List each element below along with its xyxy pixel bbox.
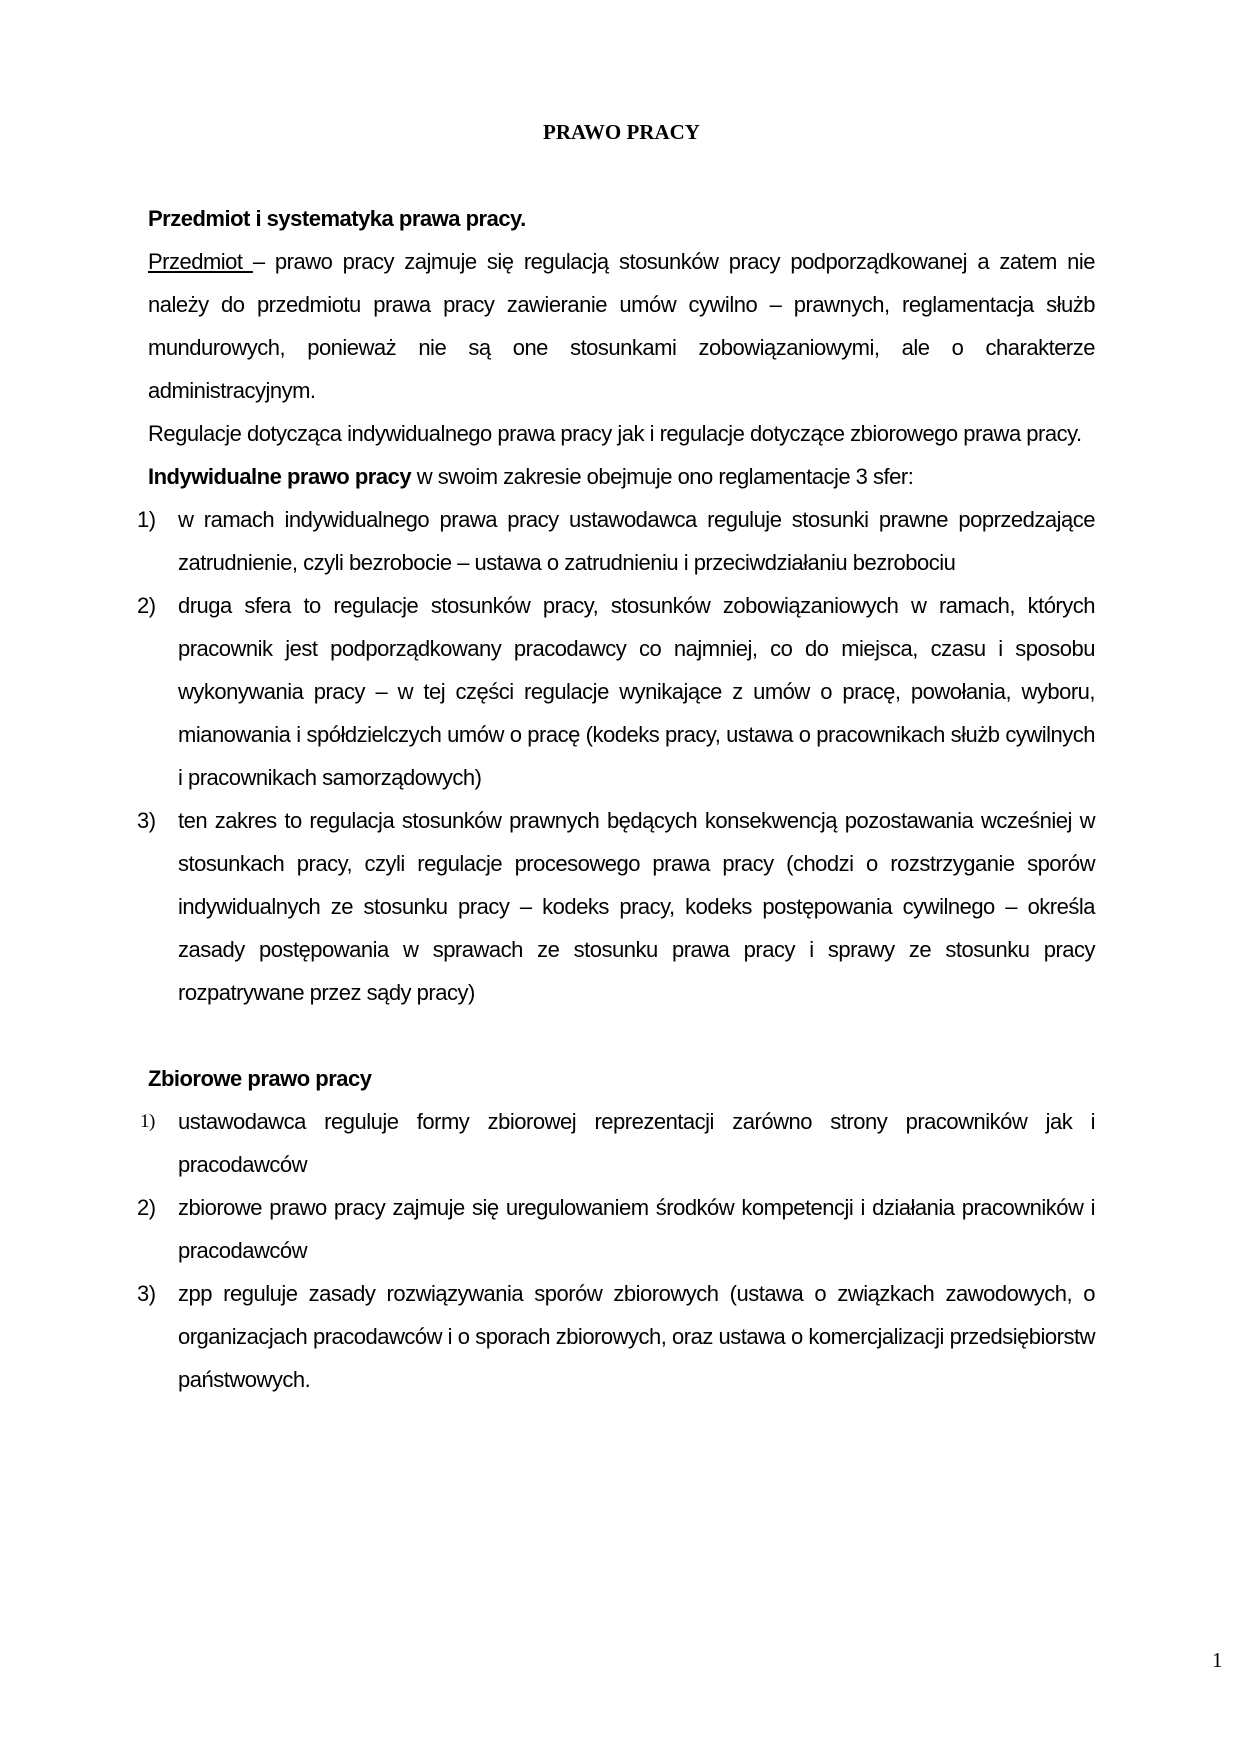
document-title: PRAWO PRACY [543, 120, 700, 144]
list-text: w ramach indywidualnego prawa pracy ustawodawca reguluje stosunki prawne poprzedzające zatrudnienie, czyli bezrobocie – ustawa o zatrudnieniu i przeciwdziałaniu bezrobociu [178, 507, 1095, 575]
page-number: 1 [1212, 1648, 1223, 1672]
list-item [140, 1100, 1095, 1186]
document-page [137, 111, 1095, 1401]
paragraph-indywidualne [148, 455, 1095, 498]
paragraph-text: w swoim zakresie obejmuje ono reglamentacje 3 sfer: [411, 464, 914, 489]
list-item [137, 584, 1095, 799]
list-number: 3) [137, 1281, 156, 1306]
term-przedmiot: Przedmiot [148, 249, 253, 274]
paragraph-przedmiot [148, 240, 1095, 412]
list-text: zbiorowe prawo pracy zajmuje się uregulowaniem środków kompetencji i działania pracowników i pracodawców [178, 1195, 1095, 1263]
list-number: 2) [137, 593, 156, 618]
list-text: druga sfera to regulacje stosunków pracy, stosunków zobowiązaniowych w ramach, których pracownik jest podporządkowany pracodawcy co najmniej, co do miejsca, czasu i sposobu wykonywania pracy – w tej części regulacje wynikające z umów o pracę, powołania, wyboru, mianowania i spółdzielczych umów o pracę (kodeks pracy, ustawa o pracownikach służb cywilnych i pracownikach samorządowych) [178, 593, 1095, 790]
spacer [148, 1014, 1095, 1057]
spacer [148, 154, 1095, 197]
list-item [137, 1272, 1095, 1401]
list-item [137, 498, 1095, 584]
paragraph-text: – prawo pracy zajmuje się regulacją stosunków pracy podporządkowanej a zatem nie należy do przedmiotu prawa pracy zawieranie umów cywilno – prawnych, reglamentacja służb mundurowych, ponieważ nie są one stosunkami zobowiązaniowymi, ale o charakterze administracyjnym. [148, 249, 1095, 403]
list-zbiorowe [137, 1100, 1095, 1401]
list-number: 3) [137, 808, 156, 833]
list-number: 1) [140, 1111, 155, 1132]
list-number: 2) [137, 1195, 156, 1220]
list-text: zpp reguluje zasady rozwiązywania sporów zbiorowych (ustawa o związkach zawodowych, o organizacjach pracodawców i o sporach zbiorowych, oraz ustawa o komercjalizacji przedsiębiorstw państwowych. [178, 1281, 1095, 1392]
list-text: ustawodawca reguluje formy zbiorowej reprezentacji zarówno strony pracowników jak i pracodawców [178, 1109, 1095, 1177]
list-item [137, 1186, 1095, 1272]
section-heading-przedmiot: Przedmiot i systematyka prawa pracy. [148, 206, 526, 231]
paragraph-regulacje: Regulacje dotycząca indywidualnego prawa pracy jak i regulacje dotyczące zbiorowego prawa pracy. [148, 421, 1082, 446]
section-heading-zbiorowe: Zbiorowe prawo pracy [148, 1066, 372, 1091]
term-indywidualne: Indywidualne prawo pracy [148, 464, 412, 489]
list-text: ten zakres to regulacja stosunków prawnych będących konsekwencją pozostawania wcześniej w stosunkach pracy, czyli regulacje procesowego prawa pracy (chodzi o rozstrzyganie sporów indywidualnych ze stosunku pracy – kodeks pracy, kodeks postępowania cywilnego – określa zasady postępowania w sprawach ze stosunku prawa pracy i sprawy ze stosunku pracy rozpatrywane przez sądy pracy) [178, 808, 1095, 1005]
list-indywidualne [137, 498, 1095, 1014]
list-item [137, 799, 1095, 1014]
list-number: 1) [137, 507, 156, 532]
